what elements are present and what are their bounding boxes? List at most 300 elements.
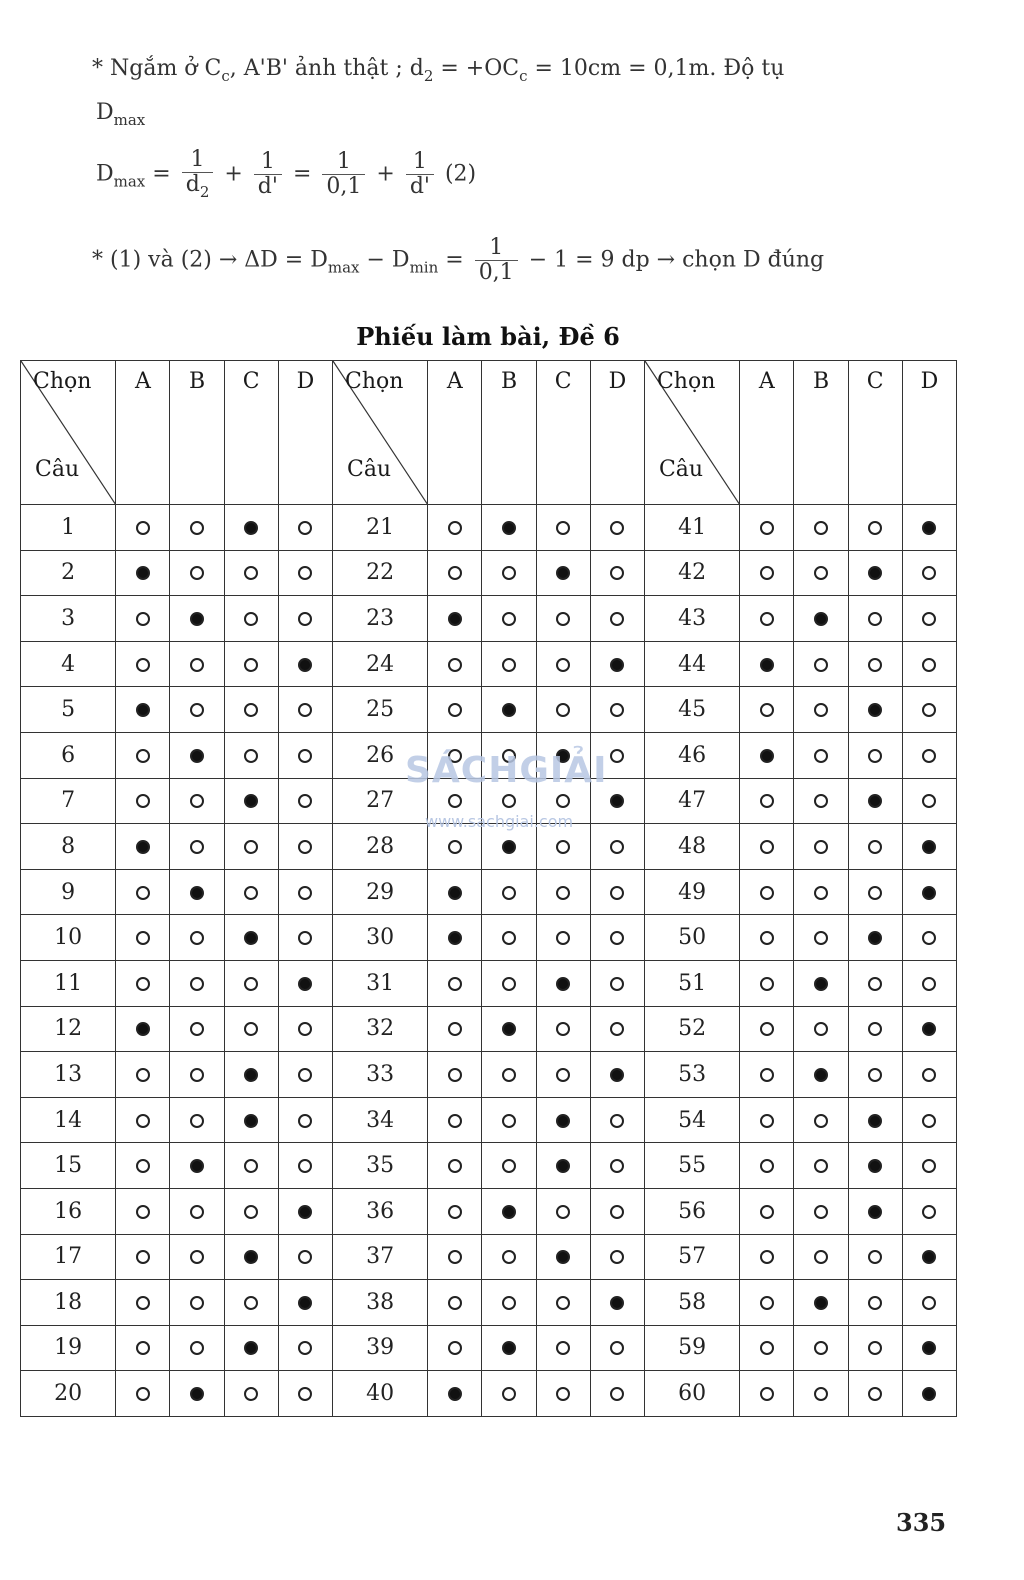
filled-bubble-icon[interactable] [556,977,570,991]
empty-bubble-icon[interactable] [556,703,570,717]
answer-cell [278,505,332,551]
filled-bubble-icon[interactable] [244,1250,258,1264]
header-chon-label: Chọn [344,369,404,394]
empty-bubble-icon[interactable] [448,1205,462,1219]
empty-bubble-icon[interactable] [556,658,570,672]
empty-bubble-icon[interactable] [556,612,570,626]
empty-bubble-icon[interactable] [556,794,570,808]
question-number: 50 [644,915,739,961]
filled-bubble-icon[interactable] [868,1205,882,1219]
empty-bubble-icon[interactable] [760,521,774,535]
empty-bubble-icon[interactable] [448,840,462,854]
empty-bubble-icon[interactable] [868,1022,882,1036]
empty-bubble-icon[interactable] [868,840,882,854]
empty-bubble-icon[interactable] [610,612,624,626]
filled-bubble-icon[interactable] [298,658,312,672]
table-row [21,1052,957,1098]
filled-bubble-icon[interactable] [556,566,570,580]
empty-bubble-icon[interactable] [448,1250,462,1264]
filled-bubble-icon[interactable] [448,886,462,900]
empty-bubble-icon[interactable] [922,931,936,945]
answer-cell [590,1234,644,1280]
empty-bubble-icon[interactable] [448,521,462,535]
empty-bubble-icon[interactable] [136,1341,150,1355]
empty-bubble-icon[interactable] [190,1296,204,1310]
empty-bubble-icon[interactable] [814,1387,828,1401]
filled-bubble-icon[interactable] [448,1387,462,1401]
empty-bubble-icon[interactable] [298,612,312,626]
empty-bubble-icon[interactable] [922,658,936,672]
empty-bubble-icon[interactable] [298,794,312,808]
answer-cell [848,1280,902,1326]
answer-cell [482,1052,536,1098]
filled-bubble-icon[interactable] [868,931,882,945]
empty-bubble-icon[interactable] [244,566,258,580]
empty-bubble-icon[interactable] [868,1387,882,1401]
watermark-logo: SÁCHGIẢI [405,750,608,791]
header-option-c: C [848,361,902,505]
empty-bubble-icon[interactable] [502,977,516,991]
empty-bubble-icon[interactable] [868,658,882,672]
empty-bubble-icon[interactable] [448,1022,462,1036]
empty-bubble-icon[interactable] [760,931,774,945]
filled-bubble-icon[interactable] [760,749,774,763]
empty-bubble-icon[interactable] [190,840,204,854]
filled-bubble-icon[interactable] [814,612,828,626]
empty-bubble-icon[interactable] [760,1022,774,1036]
empty-bubble-icon[interactable] [136,794,150,808]
empty-bubble-icon[interactable] [556,1341,570,1355]
empty-bubble-icon[interactable] [448,1114,462,1128]
empty-bubble-icon[interactable] [610,1341,624,1355]
empty-bubble-icon[interactable] [244,703,258,717]
empty-bubble-icon[interactable] [190,1341,204,1355]
empty-bubble-icon[interactable] [136,1114,150,1128]
empty-bubble-icon[interactable] [868,886,882,900]
filled-bubble-icon[interactable] [556,1159,570,1173]
empty-bubble-icon[interactable] [244,977,258,991]
answer-cell [116,596,170,642]
empty-bubble-icon[interactable] [922,749,936,763]
empty-bubble-icon[interactable] [298,566,312,580]
empty-bubble-icon[interactable] [298,931,312,945]
empty-bubble-icon[interactable] [136,1068,150,1082]
table-row [21,505,957,551]
empty-bubble-icon[interactable] [244,1205,258,1219]
empty-bubble-icon[interactable] [556,1296,570,1310]
empty-bubble-icon[interactable] [556,521,570,535]
filled-bubble-icon[interactable] [868,1114,882,1128]
filled-bubble-icon[interactable] [190,612,204,626]
filled-bubble-icon[interactable] [556,1250,570,1264]
empty-bubble-icon[interactable] [868,1068,882,1082]
answer-cell [794,778,848,824]
empty-bubble-icon[interactable] [502,612,516,626]
empty-bubble-icon[interactable] [556,886,570,900]
empty-bubble-icon[interactable] [814,749,828,763]
empty-bubble-icon[interactable] [298,1114,312,1128]
filled-bubble-icon[interactable] [244,794,258,808]
empty-bubble-icon[interactable] [868,612,882,626]
answer-cell [794,915,848,961]
empty-bubble-icon[interactable] [814,703,828,717]
table-row [21,960,957,1006]
filled-bubble-icon[interactable] [760,658,774,672]
filled-bubble-icon[interactable] [136,840,150,854]
filled-bubble-icon[interactable] [610,1068,624,1082]
answer-cell [902,1188,956,1234]
filled-bubble-icon[interactable] [190,1159,204,1173]
filled-bubble-icon[interactable] [298,1205,312,1219]
empty-bubble-icon[interactable] [502,886,516,900]
empty-bubble-icon[interactable] [922,1205,936,1219]
filled-bubble-icon[interactable] [190,749,204,763]
empty-bubble-icon[interactable] [190,977,204,991]
filled-bubble-icon[interactable] [868,566,882,580]
filled-bubble-icon[interactable] [610,1296,624,1310]
filled-bubble-icon[interactable] [136,566,150,580]
answer-cell [590,596,644,642]
filled-bubble-icon[interactable] [556,1114,570,1128]
answer-cell [116,1280,170,1326]
empty-bubble-icon[interactable] [814,840,828,854]
empty-bubble-icon[interactable] [244,612,258,626]
empty-bubble-icon[interactable] [556,1068,570,1082]
empty-bubble-icon[interactable] [136,1296,150,1310]
filled-bubble-icon[interactable] [922,1250,936,1264]
empty-bubble-icon[interactable] [502,1250,516,1264]
filled-bubble-icon[interactable] [922,1341,936,1355]
page-number: 335 [896,1508,947,1537]
empty-bubble-icon[interactable] [610,1159,624,1173]
empty-bubble-icon[interactable] [760,612,774,626]
empty-bubble-icon[interactable] [868,521,882,535]
empty-bubble-icon[interactable] [610,840,624,854]
empty-bubble-icon[interactable] [190,658,204,672]
filled-bubble-icon[interactable] [502,703,516,717]
empty-bubble-icon[interactable] [760,1159,774,1173]
empty-bubble-icon[interactable] [922,566,936,580]
empty-bubble-icon[interactable] [448,1068,462,1082]
answer-cell [170,550,224,596]
answer-cell [170,824,224,870]
empty-bubble-icon[interactable] [298,1387,312,1401]
empty-bubble-icon[interactable] [298,703,312,717]
answer-cell [794,824,848,870]
empty-bubble-icon[interactable] [868,749,882,763]
empty-bubble-icon[interactable] [610,1387,624,1401]
empty-bubble-icon[interactable] [298,1250,312,1264]
answer-cell [794,960,848,1006]
empty-bubble-icon[interactable] [760,840,774,854]
filled-bubble-icon[interactable] [298,977,312,991]
empty-bubble-icon[interactable] [448,703,462,717]
empty-bubble-icon[interactable] [610,566,624,580]
empty-bubble-icon[interactable] [136,521,150,535]
empty-bubble-icon[interactable] [760,1296,774,1310]
empty-bubble-icon[interactable] [136,1387,150,1401]
filled-bubble-icon[interactable] [448,612,462,626]
empty-bubble-icon[interactable] [814,1205,828,1219]
filled-bubble-icon[interactable] [814,977,828,991]
filled-bubble-icon[interactable] [922,521,936,535]
answer-cell [116,641,170,687]
filled-bubble-icon[interactable] [814,1296,828,1310]
empty-bubble-icon[interactable] [190,931,204,945]
empty-bubble-icon[interactable] [190,794,204,808]
empty-bubble-icon[interactable] [760,1387,774,1401]
empty-bubble-icon[interactable] [610,749,624,763]
filled-bubble-icon[interactable] [244,931,258,945]
empty-bubble-icon[interactable] [298,521,312,535]
question-number: 37 [332,1234,427,1280]
answer-cell [740,1143,794,1189]
answer-cell [116,732,170,778]
empty-bubble-icon[interactable] [448,977,462,991]
answer-cell [278,732,332,778]
empty-bubble-icon[interactable] [136,977,150,991]
question-number: 14 [21,1097,116,1143]
filled-bubble-icon[interactable] [502,1341,516,1355]
empty-bubble-icon[interactable] [136,931,150,945]
empty-bubble-icon[interactable] [298,840,312,854]
empty-bubble-icon[interactable] [760,1068,774,1082]
filled-bubble-icon[interactable] [136,1022,150,1036]
empty-bubble-icon[interactable] [610,1022,624,1036]
empty-bubble-icon[interactable] [244,658,258,672]
question-number: 31 [332,960,427,1006]
empty-bubble-icon[interactable] [136,886,150,900]
empty-bubble-icon[interactable] [448,658,462,672]
answer-cell [536,1188,590,1234]
empty-bubble-icon[interactable] [244,1387,258,1401]
empty-bubble-icon[interactable] [556,931,570,945]
empty-bubble-icon[interactable] [814,1341,828,1355]
empty-bubble-icon[interactable] [502,658,516,672]
answer-cell [224,505,278,551]
empty-bubble-icon[interactable] [298,886,312,900]
filled-bubble-icon[interactable] [244,1068,258,1082]
filled-bubble-icon[interactable] [868,703,882,717]
empty-bubble-icon[interactable] [298,1159,312,1173]
empty-bubble-icon[interactable] [868,1341,882,1355]
answer-cell [740,1097,794,1143]
empty-bubble-icon[interactable] [814,658,828,672]
question-number: 15 [21,1143,116,1189]
empty-bubble-icon[interactable] [610,886,624,900]
answer-cell [590,824,644,870]
answer-cell [536,1371,590,1417]
empty-bubble-icon[interactable] [244,840,258,854]
question-number: 56 [644,1188,739,1234]
question-number: 17 [21,1234,116,1280]
empty-bubble-icon[interactable] [190,1022,204,1036]
empty-bubble-icon[interactable] [814,1250,828,1264]
empty-bubble-icon[interactable] [502,931,516,945]
empty-bubble-icon[interactable] [610,521,624,535]
empty-bubble-icon[interactable] [448,794,462,808]
empty-bubble-icon[interactable] [136,1159,150,1173]
filled-bubble-icon[interactable] [136,703,150,717]
empty-bubble-icon[interactable] [922,1159,936,1173]
empty-bubble-icon[interactable] [760,1205,774,1219]
empty-bubble-icon[interactable] [922,1296,936,1310]
empty-bubble-icon[interactable] [556,1387,570,1401]
empty-bubble-icon[interactable] [814,886,828,900]
filled-bubble-icon[interactable] [448,931,462,945]
answer-cell [170,915,224,961]
empty-bubble-icon[interactable] [190,521,204,535]
empty-bubble-icon[interactable] [814,1022,828,1036]
empty-bubble-icon[interactable] [244,1296,258,1310]
empty-bubble-icon[interactable] [298,1068,312,1082]
empty-bubble-icon[interactable] [922,612,936,626]
empty-bubble-icon[interactable] [244,1159,258,1173]
empty-bubble-icon[interactable] [244,1022,258,1036]
empty-bubble-icon[interactable] [136,612,150,626]
empty-bubble-icon[interactable] [760,1250,774,1264]
empty-bubble-icon[interactable] [814,794,828,808]
empty-bubble-icon[interactable] [502,566,516,580]
filled-bubble-icon[interactable] [922,1022,936,1036]
empty-bubble-icon[interactable] [448,1159,462,1173]
answer-cell [794,1371,848,1417]
empty-bubble-icon[interactable] [190,1205,204,1219]
filled-bubble-icon[interactable] [868,794,882,808]
answer-cell [902,505,956,551]
empty-bubble-icon[interactable] [448,566,462,580]
table-row [21,641,957,687]
empty-bubble-icon[interactable] [298,749,312,763]
empty-bubble-icon[interactable] [922,794,936,808]
header-option-a: A [116,361,170,505]
filled-bubble-icon[interactable] [610,794,624,808]
empty-bubble-icon[interactable] [190,566,204,580]
filled-bubble-icon[interactable] [502,1022,516,1036]
empty-bubble-icon[interactable] [760,794,774,808]
answer-cell [848,1006,902,1052]
answer-cell [428,641,482,687]
empty-bubble-icon[interactable] [922,703,936,717]
answer-cell [116,1006,170,1052]
filled-bubble-icon[interactable] [922,1387,936,1401]
empty-bubble-icon[interactable] [298,1022,312,1036]
header-chon-label: Chọn [656,369,716,394]
empty-bubble-icon[interactable] [610,1250,624,1264]
empty-bubble-icon[interactable] [556,840,570,854]
empty-bubble-icon[interactable] [556,1205,570,1219]
empty-bubble-icon[interactable] [298,1341,312,1355]
empty-bubble-icon[interactable] [502,1159,516,1173]
empty-bubble-icon[interactable] [136,1250,150,1264]
empty-bubble-icon[interactable] [448,1341,462,1355]
empty-bubble-icon[interactable] [868,977,882,991]
empty-bubble-icon[interactable] [760,1114,774,1128]
answer-cell [278,1371,332,1417]
empty-bubble-icon[interactable] [244,886,258,900]
empty-bubble-icon[interactable] [136,749,150,763]
answer-cell [536,505,590,551]
filled-bubble-icon[interactable] [244,1341,258,1355]
empty-bubble-icon[interactable] [244,749,258,763]
empty-bubble-icon[interactable] [502,1068,516,1082]
filled-bubble-icon[interactable] [190,886,204,900]
filled-bubble-icon[interactable] [502,521,516,535]
answer-cell [740,1325,794,1371]
empty-bubble-icon[interactable] [814,1114,828,1128]
empty-bubble-icon[interactable] [190,1114,204,1128]
empty-bubble-icon[interactable] [610,931,624,945]
empty-bubble-icon[interactable] [868,1250,882,1264]
filled-bubble-icon[interactable] [814,1068,828,1082]
filled-bubble-icon[interactable] [922,886,936,900]
answer-cell [116,824,170,870]
filled-bubble-icon[interactable] [610,658,624,672]
empty-bubble-icon[interactable] [922,1068,936,1082]
empty-bubble-icon[interactable] [502,1387,516,1401]
empty-bubble-icon[interactable] [136,1205,150,1219]
answer-cell [224,550,278,596]
answer-cell [116,915,170,961]
question-number: 36 [332,1188,427,1234]
empty-bubble-icon[interactable] [760,977,774,991]
header-cau-label: Câu [658,457,704,482]
filled-bubble-icon[interactable] [502,840,516,854]
empty-bubble-icon[interactable] [814,521,828,535]
empty-bubble-icon[interactable] [922,977,936,991]
filled-bubble-icon[interactable] [502,1205,516,1219]
empty-bubble-icon[interactable] [610,1114,624,1128]
answer-cell [278,641,332,687]
empty-bubble-icon[interactable] [814,566,828,580]
empty-bubble-icon[interactable] [760,703,774,717]
answer-cell [170,1280,224,1326]
answer-cell [482,687,536,733]
empty-bubble-icon[interactable] [190,703,204,717]
filled-bubble-icon[interactable] [298,1296,312,1310]
empty-bubble-icon[interactable] [502,794,516,808]
empty-bubble-icon[interactable] [190,1068,204,1082]
empty-bubble-icon[interactable] [502,1296,516,1310]
empty-bubble-icon[interactable] [448,1296,462,1310]
answer-cell [902,732,956,778]
filled-bubble-icon[interactable] [922,840,936,854]
answer-cell [536,869,590,915]
empty-bubble-icon[interactable] [922,1114,936,1128]
empty-bubble-icon[interactable] [190,1250,204,1264]
question-number: 48 [644,824,739,870]
filled-bubble-icon[interactable] [244,1114,258,1128]
empty-bubble-icon[interactable] [610,703,624,717]
empty-bubble-icon[interactable] [760,886,774,900]
empty-bubble-icon[interactable] [610,1205,624,1219]
empty-bubble-icon[interactable] [502,1114,516,1128]
empty-bubble-icon[interactable] [868,1296,882,1310]
answer-cell [848,778,902,824]
empty-bubble-icon[interactable] [136,658,150,672]
question-number: 59 [644,1325,739,1371]
empty-bubble-icon[interactable] [760,566,774,580]
empty-bubble-icon[interactable] [814,1159,828,1173]
empty-bubble-icon[interactable] [556,1022,570,1036]
filled-bubble-icon[interactable] [244,521,258,535]
filled-bubble-icon[interactable] [190,1387,204,1401]
filled-bubble-icon[interactable] [868,1159,882,1173]
empty-bubble-icon[interactable] [814,931,828,945]
empty-bubble-icon[interactable] [610,977,624,991]
empty-bubble-icon[interactable] [760,1341,774,1355]
answer-cell [740,596,794,642]
